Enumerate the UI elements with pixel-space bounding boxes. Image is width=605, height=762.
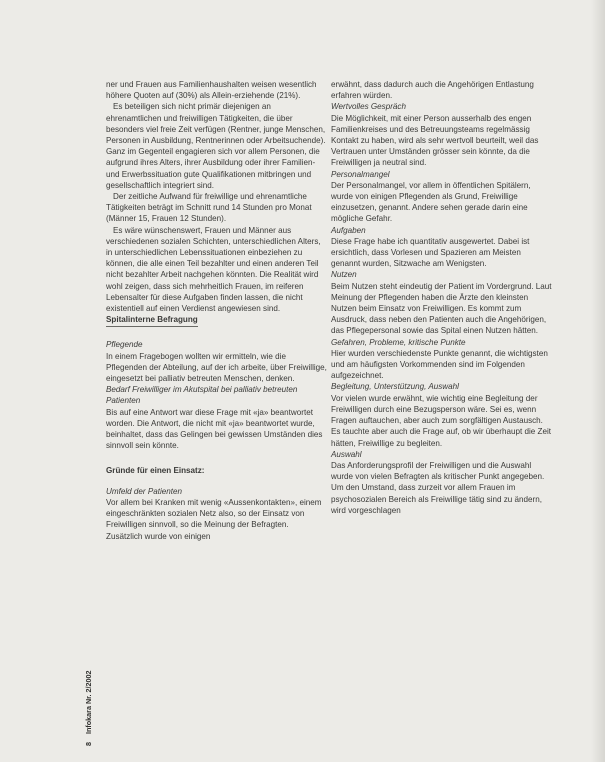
journal-issue: Infokara Nr. 2/2002 bbox=[84, 670, 93, 734]
paragraph: Bis auf eine Antwort war diese Frage mit «ja» beantwortet worden. Die Antwort, die nicht mit «ja» beantwortet wurde, beinhaltet, dass das Gelingen bei gewissen Umständen dies sinnvoll sein könnte. bbox=[106, 407, 323, 451]
right-column bbox=[331, 79, 552, 516]
subheading: Aufgaben bbox=[331, 225, 366, 235]
paragraph: Diese Frage habe ich quantitativ ausgewertet. Dabei ist ersichtlich, dass Vorlesen und Spazieren am Meisten genannt wurden, Sitzwache am Wenigsten. bbox=[331, 236, 530, 269]
page-footer bbox=[84, 670, 93, 746]
paragraph: Das Anforderungsprofil der Freiwilligen und die Auswahl wurde von vielen Befragten als kritischer Punkt angegeben. Um den Umstand, dass zurzeit vor allem Frauen im psychosozialen Bereich als Freiwillige tätig sind zu ändern, wird vorgeschlagen bbox=[331, 460, 545, 515]
paragraph: ner und Frauen aus Familienhaushalten weisen wesentlich höhere Quoten auf (30%) als Allein-erziehende (21%). bbox=[106, 80, 317, 101]
subheading: Wertvolles Gespräch bbox=[331, 102, 406, 112]
paragraph: In einem Fragebogen wollten wir ermitteln, wie die Pflegenden der Abteilung, auf der ich arbeite, über Freiwillige, eingesetzt bei palliativ betreuten Menschen, denken. bbox=[106, 351, 327, 384]
paragraph: Beim Nutzen steht eindeutig der Patient im Vordergrund. Laut Meinung der Pflegenden haben die Ärzte den kleinsten Nutzen beim Einsatz von Freiwilligen. Es kommt zum Ausdruck, dass neben den Patienten auch die Angehörigen, das Pflegepersonal sowie das Spital einen Nutzen hätten. bbox=[331, 281, 552, 336]
subheading: Begleitung, Unterstützung, Auswahl bbox=[331, 382, 459, 392]
subheading: Bedarf Freiwilliger im Akutspital bei palliativ betreuten Patienten bbox=[106, 385, 298, 406]
section-heading: Spitalinterne Befragung bbox=[106, 314, 198, 327]
subheading: Gefahren, Probleme, kritische Punkte bbox=[331, 337, 466, 347]
paragraph: Der Personalmangel, vor allem in öffentlichen Spitälern, wurde von einigen Pflegenden als Grund, Freiwillige einzusetzen, genannt. Andere sehen gerade darin eine mögliche Gefahr. bbox=[331, 180, 531, 224]
paragraph: Hier wurden verschiedenste Punkte genannt, die wichtigsten und am häufigsten Vorkommenden sind im Folgenden aufgezeichnet. bbox=[331, 348, 548, 381]
paragraph: Vor allem bei Kranken mit wenig «Aussenkontakten», einem eingeschränkten sozialen Netz also, so der Einsatz von Freiwilligen sinnvoll, so die Meinung der Befragten. Zusätzlich wurde von einigen bbox=[106, 497, 322, 541]
page-number: 8 bbox=[84, 742, 93, 746]
section-heading: Gründe für einen Einsatz: bbox=[106, 465, 205, 475]
left-column bbox=[106, 79, 327, 542]
paragraph: Es wäre wünschenswert, Frauen und Männer aus verschiedenen sozialen Schichten, unterschiedlichen Alters, in unterschiedlichen Lebenssituationen einbeziehen zu können, die alle einen Teil bezahlter und einen anderen Teil nicht bezahlter Arbeit nachgehen könnten. Die Realität wird wohl zeigen, dass sich mehrheitlich Frauen, im reiferen Lebensalter für diese Aufgaben finden lassen, die nicht existentiell auf einen Verdienst angewiesen sind. bbox=[106, 225, 321, 314]
paragraph: Der zeitliche Aufwand für freiwillige und ehrenamtliche Tätigkeiten beträgt im Schnitt rund 14 Stunden pro Monat (Männer 15, Frauen 12 Stunden). bbox=[106, 192, 312, 224]
subheading: Personalmangel bbox=[331, 169, 390, 179]
subheading: Nutzen bbox=[331, 270, 357, 280]
scan-edge-shadow bbox=[591, 0, 605, 762]
subheading: Pflegende bbox=[106, 340, 143, 350]
paragraph: Vor vielen wurde erwähnt, wie wichtig eine Begleitung der Freiwilligen durch eine Bezugsperson wäre. Sei es, wenn Fragen auftauchen, aber auch zum sorgfältigen Austausch. Es tauchte aber auch die Frage auf, ob wir überhaupt die Zeit hätten, Freiwillige zu begleiten. bbox=[331, 393, 552, 448]
subheading: Auswahl bbox=[331, 449, 362, 459]
paragraph: Die Möglichkeit, mit einer Person ausserhalb des engen Familienkreises und des Betreuungsteams regelmässig Kontakt zu haben, wird als sehr wertvoll beurteilt, weil das Vertrauen unter Umständen grösser sein könnte, da die Freiwilligen ja neutral sind. bbox=[331, 113, 539, 168]
paragraph: Es beteiligen sich nicht primär diejenigen an ehrenamtlichen und freiwilligen Tätigkeiten, die über besonders viel freie Zeit verfügen (Rentner, junge Menschen, Personen in Ausbildung, Rentnerinnen oder Arbeitsuchende). Ganz im Gegenteil engagieren sich vor allem Personen, die aufgrund ihres Alters, ihrer Ausbildung oder ihrer Familien- und Erwerbssituation gute Qualifikationen mitbringen und gesellschaftlich integriert sind. bbox=[106, 102, 326, 190]
paragraph: erwähnt, dass dadurch auch die Angehörigen Entlastung erfahren würden. bbox=[331, 80, 534, 101]
subheading: Umfeld der Patienten bbox=[106, 486, 183, 496]
